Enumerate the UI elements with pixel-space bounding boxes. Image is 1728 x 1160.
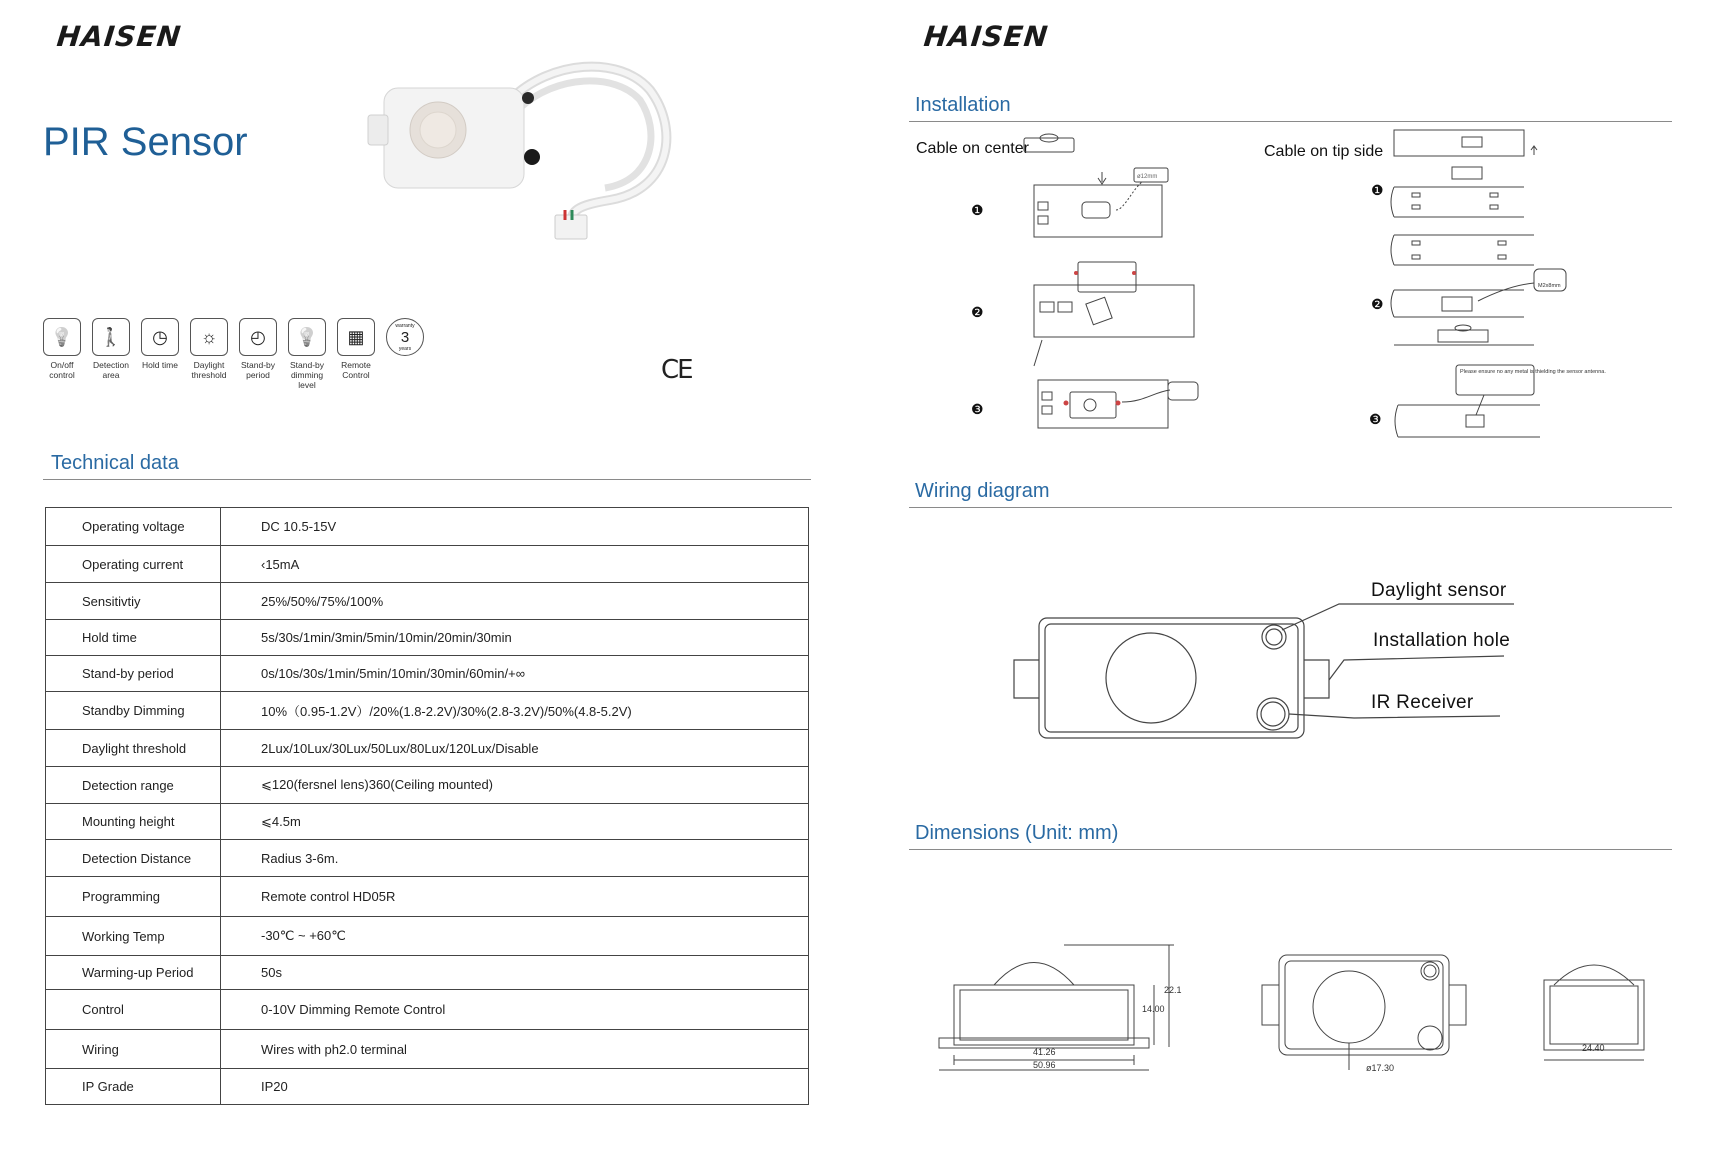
right-page — [864, 0, 1728, 1160]
feature-standby-dimming-bulb — [282, 318, 332, 390]
feature-label: Daylight threshold — [191, 360, 227, 380]
spec-value: ‹15mA — [221, 546, 809, 583]
cable-center-caption: Cable on center — [916, 140, 1029, 157]
installation-rule — [909, 121, 1672, 122]
table-row — [46, 1030, 809, 1069]
daylight-sensor-label: Daylight sensor — [1371, 580, 1507, 601]
technical-data-rule — [43, 479, 811, 480]
hole-label: ø12mm — [1137, 174, 1158, 180]
wiring-diagram — [864, 560, 1728, 760]
spec-name: Detection Distance — [46, 840, 221, 877]
dim-length-body: 41.26 — [1033, 1047, 1056, 1057]
technical-data-table — [45, 507, 809, 1105]
spec-name: Standby Dimming — [46, 692, 221, 730]
wiring-rule — [909, 507, 1672, 508]
tip-step-1: ❶ — [1371, 182, 1384, 198]
screw-label: M2x8mm — [1538, 283, 1561, 289]
spec-name: Programming — [46, 877, 221, 917]
technical-data-heading: Technical data — [51, 452, 179, 474]
spec-name: Control — [46, 990, 221, 1030]
dim-height-body: 14.00 — [1142, 1004, 1165, 1014]
tip-note: Please ensure no any metal is thielding the sensor antenna. — [1460, 369, 1606, 375]
dim-length-total: 50.96 — [1033, 1060, 1056, 1070]
spec-value: IP20 — [221, 1069, 809, 1105]
installation-hole-label: Installation hole — [1373, 630, 1511, 651]
spec-name: Detection range — [46, 767, 221, 804]
on-off-bulb-icon: 💡 — [43, 318, 81, 356]
brand-logo: HAISEN — [55, 20, 183, 53]
spec-name: Operating voltage — [46, 508, 221, 546]
warranty-label: warranty — [395, 322, 415, 329]
spec-value: 0-10V Dimming Remote Control — [221, 990, 809, 1030]
table-row — [46, 990, 809, 1030]
spec-value: 25%/50%/75%/100% — [221, 583, 809, 620]
feature-standby-period-clock — [233, 318, 283, 380]
table-row — [46, 877, 809, 917]
spec-value: 10%（0.95-1.2V）/20%(1.8-2.2V)/30%(2.8-3.2V)/50%(4.8-5.2V) — [221, 692, 809, 730]
hold-time-clock-icon: ◷ — [141, 318, 179, 356]
center-step-2: ❷ — [971, 304, 984, 320]
tip-step-3: ❸ — [1369, 411, 1382, 427]
table-row — [46, 917, 809, 956]
remote-control-icon: ▦ — [337, 318, 375, 356]
feature-on-off-bulb — [37, 318, 87, 380]
spec-name: Sensitivtiy — [46, 583, 221, 620]
spec-value: DC 10.5-15V — [221, 508, 809, 546]
detection-area-icon: 🚶 — [92, 318, 130, 356]
table-row — [46, 508, 809, 546]
table-row — [46, 730, 809, 767]
feature-hold-time-clock — [135, 318, 185, 370]
installation-heading: Installation — [915, 94, 1011, 116]
feature-label: Hold time — [142, 360, 178, 370]
table-row — [46, 656, 809, 692]
cable-tip-caption: Cable on tip side — [1264, 143, 1384, 160]
feature-label: Remote Control — [341, 360, 371, 380]
product-title: PIR Sensor — [43, 120, 248, 164]
dim-width: 24.40 — [1582, 1043, 1605, 1053]
spec-value: 50s — [221, 956, 809, 990]
dimensions-drawing — [864, 930, 1728, 1090]
table-row — [46, 620, 809, 656]
table-row — [46, 692, 809, 730]
spec-name: Daylight threshold — [46, 730, 221, 767]
installation-center-diagram — [994, 130, 1314, 450]
table-row — [46, 546, 809, 583]
dim-lens-diameter: ø17.30 — [1366, 1063, 1395, 1073]
table-row — [46, 804, 809, 840]
spec-name: Wiring — [46, 1030, 221, 1069]
spec-value: 0s/10s/30s/1min/5min/10min/30min/60min/+∞ — [221, 656, 809, 692]
standby-dimming-bulb-icon: 💡 — [288, 318, 326, 356]
feature-warranty-badge — [380, 318, 430, 356]
spec-value: -30℃ ~ +60℃ — [221, 917, 809, 956]
warranty-years: 3 — [400, 328, 410, 346]
tip-step-2: ❷ — [1371, 296, 1384, 312]
dimensions-rule — [909, 849, 1672, 850]
spec-value: ⩽4.5m — [221, 804, 809, 840]
spec-name: Warming-up Period — [46, 956, 221, 990]
feature-label: Detection area — [93, 360, 129, 380]
daylight-threshold-icon: ☼ — [190, 318, 228, 356]
feature-detection-area — [86, 318, 136, 380]
spec-value: 5s/30s/1min/3min/5min/10min/20min/30min — [221, 620, 809, 656]
spec-name: Working Temp — [46, 917, 221, 956]
spec-value: Radius 3-6m. — [221, 840, 809, 877]
spec-name: Hold time — [46, 620, 221, 656]
ce-mark: CE — [661, 355, 692, 385]
feature-label: Stand-by period — [240, 360, 276, 380]
spec-name: Operating current — [46, 546, 221, 583]
spec-value: Wires with ph2.0 terminal — [221, 1030, 809, 1069]
table-row — [46, 840, 809, 877]
product-photo — [360, 60, 770, 260]
spec-name: Mounting height — [46, 804, 221, 840]
center-step-1: ❶ — [971, 202, 984, 218]
feature-remote-control — [331, 318, 381, 380]
standby-period-clock-icon: ◴ — [239, 318, 277, 356]
table-row — [46, 956, 809, 990]
table-row — [46, 1069, 809, 1105]
warranty-unit: years — [398, 345, 412, 352]
brand-logo: HAISEN — [922, 20, 1050, 53]
table-row — [46, 767, 809, 804]
feature-label: On/off control — [49, 360, 75, 380]
ir-receiver-label: IR Receiver — [1371, 692, 1474, 713]
spec-value: Remote control HD05R — [221, 877, 809, 917]
installation-tip-diagram — [1394, 125, 1654, 455]
dimensions-heading: Dimensions (Unit: mm) — [915, 822, 1119, 844]
feature-daylight-threshold — [184, 318, 234, 380]
spec-name: Stand-by period — [46, 656, 221, 692]
table-row — [46, 583, 809, 620]
dim-height-total: 22.1 — [1164, 985, 1182, 995]
spec-value: 2Lux/10Lux/30Lux/50Lux/80Lux/120Lux/Disable — [221, 730, 809, 767]
center-step-3: ❸ — [971, 401, 984, 417]
wiring-heading: Wiring diagram — [915, 480, 1050, 502]
spec-value: ⩽120(fersnel lens)360(Ceiling mounted) — [221, 767, 809, 804]
feature-label: Stand-by dimming level — [289, 360, 325, 390]
warranty-badge-icon — [386, 318, 424, 356]
spec-name: IP Grade — [46, 1069, 221, 1105]
